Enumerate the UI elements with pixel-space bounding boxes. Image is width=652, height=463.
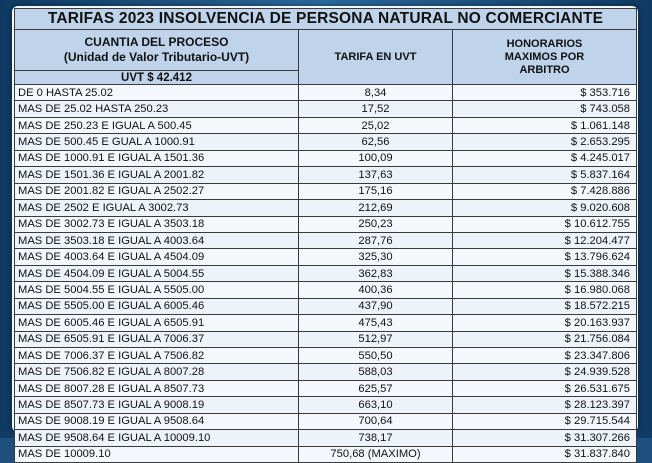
cell-range: MAS DE 3503.18 E IGUAL A 4003.64: [15, 232, 299, 248]
cell-tarifa: 175,16: [299, 183, 453, 199]
table-row: [15, 249, 637, 265]
cell-honorarios: $ 29.715.544: [453, 413, 637, 429]
cell-honorarios: $ 5.837.164: [453, 167, 637, 183]
cell-range: MAS DE 5505.00 E IGUAL A 6005.46: [15, 298, 299, 314]
cell-honorarios: $ 24.939.528: [453, 364, 637, 380]
cell-honorarios: $ 13.796.624: [453, 249, 637, 265]
table-row: [15, 200, 637, 216]
cell-honorarios: $ 353.716: [453, 85, 637, 101]
cell-range: MAS DE 6005.46 E IGUAL A 6505.91: [15, 315, 299, 331]
cell-tarifa: 475,43: [299, 315, 453, 331]
cell-tarifa: 750,68 (MAXIMO): [299, 446, 453, 462]
cell-tarifa: 625,57: [299, 380, 453, 396]
cell-tarifa: 25,02: [299, 117, 453, 133]
cell-range: MAS DE 1501.36 E IGUAL A 2001.82: [15, 167, 299, 183]
table-row: [15, 150, 637, 166]
table-row: [15, 348, 637, 364]
header-honorarios-line1: HONORARIOS: [506, 37, 583, 50]
cell-range: MAS DE 9008.19 E IGUAL A 9508.64: [15, 413, 299, 429]
cell-honorarios: $ 743.058: [453, 101, 637, 117]
header-cuantia-line1: CUANTIA DEL PROCESO: [84, 35, 229, 49]
cell-honorarios: $ 26.531.675: [453, 380, 637, 396]
cell-honorarios: $ 7.428.886: [453, 183, 637, 199]
header-honorarios-line2: MAXIMOS POR: [504, 50, 585, 63]
cell-range: MAS DE 7006.37 E IGUAL A 7506.82: [15, 348, 299, 364]
table-row: [15, 315, 637, 331]
table-row: [15, 413, 637, 429]
cell-tarifa: 100,09: [299, 150, 453, 166]
table-row: [15, 134, 637, 150]
cell-tarifa: 250,23: [299, 216, 453, 232]
uvt-value: UVT $ 42.412: [15, 71, 299, 85]
header-cuantia: [15, 30, 299, 71]
table-row: [15, 298, 637, 314]
cell-range: MAS DE 2001.82 E IGUAL A 2502.27: [15, 183, 299, 199]
cell-tarifa: 550,50: [299, 348, 453, 364]
cell-tarifa: 212,69: [299, 200, 453, 216]
cell-honorarios: $ 18.572.215: [453, 298, 637, 314]
table-row: [15, 117, 637, 133]
header-row: [15, 30, 637, 71]
cell-range: MAS DE 8507.73 E IGUAL A 9008.19: [15, 397, 299, 413]
cell-tarifa: 700,64: [299, 413, 453, 429]
cell-honorarios: $ 28.123.397: [453, 397, 637, 413]
cell-range: MAS DE 500.45 E GUAL A 1000.91: [15, 134, 299, 150]
table-row: [15, 167, 637, 183]
table-row: [15, 216, 637, 232]
table-row: [15, 430, 637, 446]
cell-honorarios: $ 10.612.755: [453, 216, 637, 232]
cell-range: MAS DE 25.02 HASTA 250.23: [15, 101, 299, 117]
cell-honorarios: $ 2.653.295: [453, 134, 637, 150]
cell-tarifa: 588,03: [299, 364, 453, 380]
cell-tarifa: 62,56: [299, 134, 453, 150]
cell-tarifa: 362,83: [299, 265, 453, 281]
header-honorarios-line3: ARBITRO: [519, 63, 570, 76]
cell-range: MAS DE 5004.55 E IGUAL A 5505.00: [15, 282, 299, 298]
cell-range: MAS DE 8007.28 E IGUAL A 8507.73: [15, 380, 299, 396]
cell-honorarios: $ 4.245.017: [453, 150, 637, 166]
table-row: [15, 364, 637, 380]
cell-range: DE 0 HASTA 25.02: [15, 85, 299, 101]
table-title: TARIFAS 2023 INSOLVENCIA DE PERSONA NATURAL NO COMERCIANTE: [15, 9, 637, 30]
title-row: [15, 9, 637, 30]
cell-range: MAS DE 10009.10: [15, 446, 299, 462]
table-panel: [12, 6, 638, 461]
cell-range: MAS DE 9508.64 E IGUAL A 10009.10: [15, 430, 299, 446]
cell-range: MAS DE 4003.64 E IGUAL A 4504.09: [15, 249, 299, 265]
cell-tarifa: 8,34: [299, 85, 453, 101]
cell-honorarios: $ 21.756.084: [453, 331, 637, 347]
cell-tarifa: 17,52: [299, 101, 453, 117]
table-row: [15, 397, 637, 413]
cell-range: MAS DE 6505.91 E IGUAL A 7006.37: [15, 331, 299, 347]
header-tarifa: TARIFA EN UVT: [299, 30, 453, 85]
cell-honorarios: $ 31.837.840: [453, 446, 637, 462]
cell-honorarios: $ 9.020.608: [453, 200, 637, 216]
cell-tarifa: 437,90: [299, 298, 453, 314]
cell-honorarios: $ 12.204.477: [453, 232, 637, 248]
cell-honorarios: $ 15.388.346: [453, 265, 637, 281]
cell-range: MAS DE 250.23 E IGUAL A 500.45: [15, 117, 299, 133]
cell-tarifa: 325,30: [299, 249, 453, 265]
table-row: [15, 183, 637, 199]
tariff-table: [14, 8, 637, 463]
table-body: [15, 85, 637, 463]
cell-range: MAS DE 1000.91 E IGUAL A 1501.36: [15, 150, 299, 166]
table-row: [15, 380, 637, 396]
cell-honorarios: $ 1.061.148: [453, 117, 637, 133]
cell-tarifa: 663,10: [299, 397, 453, 413]
header-cuantia-line2: (Unidad de Valor Tributario-UVT): [63, 50, 250, 64]
table-row: [15, 331, 637, 347]
cell-tarifa: 287,76: [299, 232, 453, 248]
cell-honorarios: $ 31.307.266: [453, 430, 637, 446]
table-row: [15, 101, 637, 117]
table-row: [15, 232, 637, 248]
table-row: [15, 265, 637, 281]
cell-tarifa: 400,36: [299, 282, 453, 298]
table-row: [15, 446, 637, 462]
header-honorarios: [453, 30, 637, 85]
cell-tarifa: 738,17: [299, 430, 453, 446]
cell-range: MAS DE 2502 E IGUAL A 3002.73: [15, 200, 299, 216]
cell-range: MAS DE 7506.82 E IGUAL A 8007.28: [15, 364, 299, 380]
cell-range: MAS DE 4504.09 E IGUAL A 5004.55: [15, 265, 299, 281]
cell-range: MAS DE 3002.73 E IGUAL A 3503.18: [15, 216, 299, 232]
cell-tarifa: 137,63: [299, 167, 453, 183]
table-row: [15, 85, 637, 101]
cell-tarifa: 512,97: [299, 331, 453, 347]
cell-honorarios: $ 23.347.806: [453, 348, 637, 364]
table-row: [15, 282, 637, 298]
cell-honorarios: $ 20.163.937: [453, 315, 637, 331]
cell-honorarios: $ 16.980.068: [453, 282, 637, 298]
